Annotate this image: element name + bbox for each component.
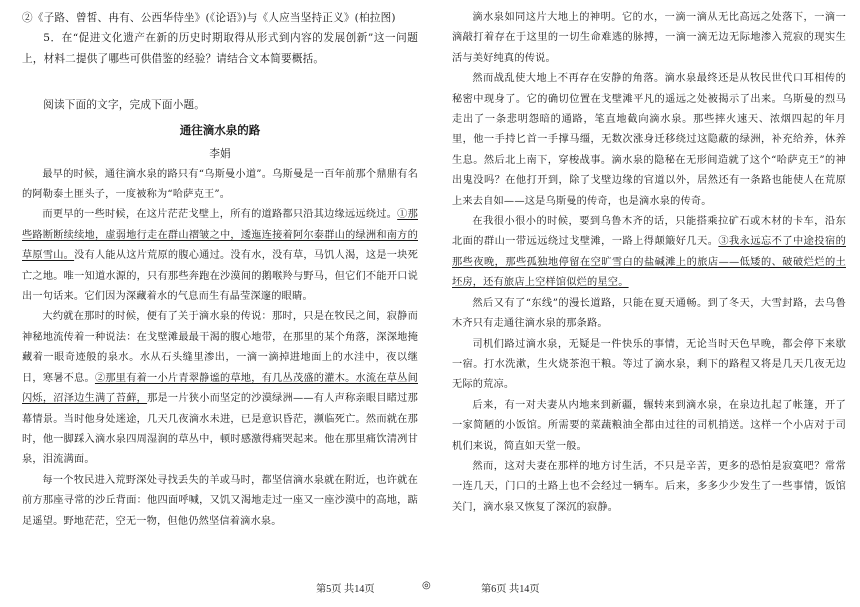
right-para-3: 在我很小很小的时候，要到乌鲁木齐的话，只能搭乘拉矿石或木材的卡车，沿东北面的群山一带远远绕过戈壁滩，一路上得颠簸好几天。③我永远忘不了中途投宿的那些夜晚，那些孤独地停留在空旷雪白的盐碱滩上的旅店——低矮的、破破烂烂的土坯房，还有旅店上空样馆似烂的星空。 xyxy=(452,216,846,289)
right-para-7: 然而，这对夫妻在那样的地方讨生活，不只是辛苦，更多的恐怕是寂寞吧？常常一连几天，门口的土路上也不会经过一辆车。后来，多多少少发生了一些事情，饭馆关门，滴水泉又恢复了深沉的寂静。 xyxy=(452,460,846,513)
left-para-4: 每一个牧民进入荒野深处寻找丢失的羊或马时，都坚信滴水泉就在附近，也许就在前方那座寻常的沙丘背面：他四面呼喊，又饥又渴地走过一座又一座沙漠中的高地，踮足遥望。野地茫茫，空无一物，但他仍然坚信着滴水泉。 xyxy=(22,474,418,527)
right-para-6: 后来，有一对夫妻从内地来到新疆，辗转来到滴水泉，在泉边扎起了帐篷，开了一家简陋的小饭馆。所需要的菜蔬粮油全都由过往的司机捎送。这样一个小店对于司机们来说，简直如天堂一般。 xyxy=(452,399,846,452)
underlined-sentence-3: ③我永远忘不了中途投宿的那些夜晚，那些孤独地停留在空旷雪白的盐碱滩上的旅店——低矮的、破破烂烂的土坯房，还有旅店上空样馆似烂的星空。 xyxy=(452,236,846,289)
underlined-sentence-1: ①那些路断断续续地，虚弱地行走在群山褶皱之中，逶迤连接着阿尔泰群山的绿洲和南方的草原雪山。 xyxy=(22,209,418,262)
right-page-column xyxy=(452,0,846,518)
right-para-1: 滴水泉如同这片大地上的神明。它的水，一滴一滴从无比高远之处落下，一滴一滴敲打着存在于这里的一切生命难逃的脉搏，一滴一滴无边无际地渗入荒寂的现实生活与美好纯真的传说。 xyxy=(452,12,846,64)
left-para-2: 而更早的一些时候，在这片茫茫戈壁上，所有的道路都只沿其边缘远远绕过。①那些路断断续续地，虚弱地行走在群山褶皱之中，逶迤连接着阿尔泰群山的绿洲和南方的草原雪山。没有人能从这片荒原的腹心通过。没有水，没有草，马饥人渴，这是一块死亡之地。唯一知道水源的，只有那些奔跑在沙漠间的鹅喉羚与野马，但它们不能开口说出一句话来。它们因为深藏着水的气息而生有晶莹深邃的眼睛。 xyxy=(22,209,418,303)
essay-author: 李娟 xyxy=(209,147,231,160)
right-page-number: 第6页 共14页 xyxy=(481,584,540,595)
essay-title: 通往滴水泉的路 xyxy=(179,122,261,137)
right-para-5: 司机们路过滴水泉，无疑是一件快乐的事情，无论当时天色早晚，都会停下来歇一宿。打水洗漱，生火烧茶泡干粮。等过了滴水泉，剩下的路程又将是几天几夜无边无际的荒凉。 xyxy=(452,338,846,391)
left-para-1: 最早的时候，通往滴水泉的路只有“乌斯曼小道”。乌斯曼是一百年前那个鼎鼎有名的阿勒泰土匪头子，一度被称为“哈萨克王”。 xyxy=(22,168,418,201)
right-para-2: 然而战乱使大地上不再存在安静的角落。滴水泉最终还是从牧民世代口耳相传的秘密中现身了。它的确切位置在戈壁滩平凡的遥远之处被揭示了出来。乌斯曼的烈马走出了一条悲明怨暗的通路，笔直地截向滴水泉。那些摔火速天、浓烟四起的年月里，他一手持匕首一手撑马缰，无数次涨身迁移绕过这隐蔽的绿洲，补充给养，休养生息。然后北上南下，穿梭战事。滴水泉的隐秘在无形间造就了这个“哈萨克王”的神出鬼没吗？在他打开到，除了戈壁边缘的官道以外，居然还有一条路也能使人在荒原上来去自如——这是乌斯曼的传奇，也是滴水泉的传奇。 xyxy=(452,73,846,207)
binding-mark: ◎ xyxy=(422,580,431,591)
underlined-sentence-2: ②那里有着一小片青翠静谧的草地，有几丛茂盛的灌木。水流在草丛间闪烁，沼泽边生满了苔藓， xyxy=(22,372,418,405)
left-para-3: 大约就在那时的时候，便有了关于滴水泉的传说：那时，只是在牧民之间，寂静而神秘地流传着一种说法：在戈壁滩最最干渴的腹心地带，在那里的某个角落，深深地掩藏着一眼奇迹般的泉水。水从石头缝里渗出，一滴一滴掉进地面上的水洼中，夜以继日，寒暑不息。②那里有着一小片青翠静谧的草地，有几丛茂盛的灌木。水流在草丛间闪烁，沼泽边生满了苔藓，那是一片狭小而坚定的沙漠绿洲——有人声称亲眼目睹过那幕情景。当时他身处迷途，几天几夜滴水未进，已是意识昏茫，濒临死亡。然而就在那时，他一脚踩入滴水泉四周湿润的草丛中，顿时感激得痛哭起来。他在那里痛饮清冽甘泉，泪流满面。 xyxy=(22,311,418,466)
reading-instruction: 阅读下面的文字，完成下面小题。 xyxy=(43,99,206,112)
left-page-number: 第5页 共14页 xyxy=(316,584,375,595)
right-para-4: 然后又有了“东线”的漫长道路，只能在夏天通畅。到了冬天，大雪封路，去乌鲁木齐只有走通往滴水泉的那条路。 xyxy=(452,297,846,330)
left-page-column xyxy=(22,0,418,532)
question-5: 5．在“促进文化遗产在新的历史时期取得从形式到内容的发展创新”这一问题上，材料二提供了哪些可供借鉴的经验？请结合文本简要概括。 xyxy=(22,32,418,65)
q4-line: ②《子路、曾皙、冉有、公西华侍坐》(《论语》)与《人应当坚持正义》(柏拉图) xyxy=(22,12,396,24)
